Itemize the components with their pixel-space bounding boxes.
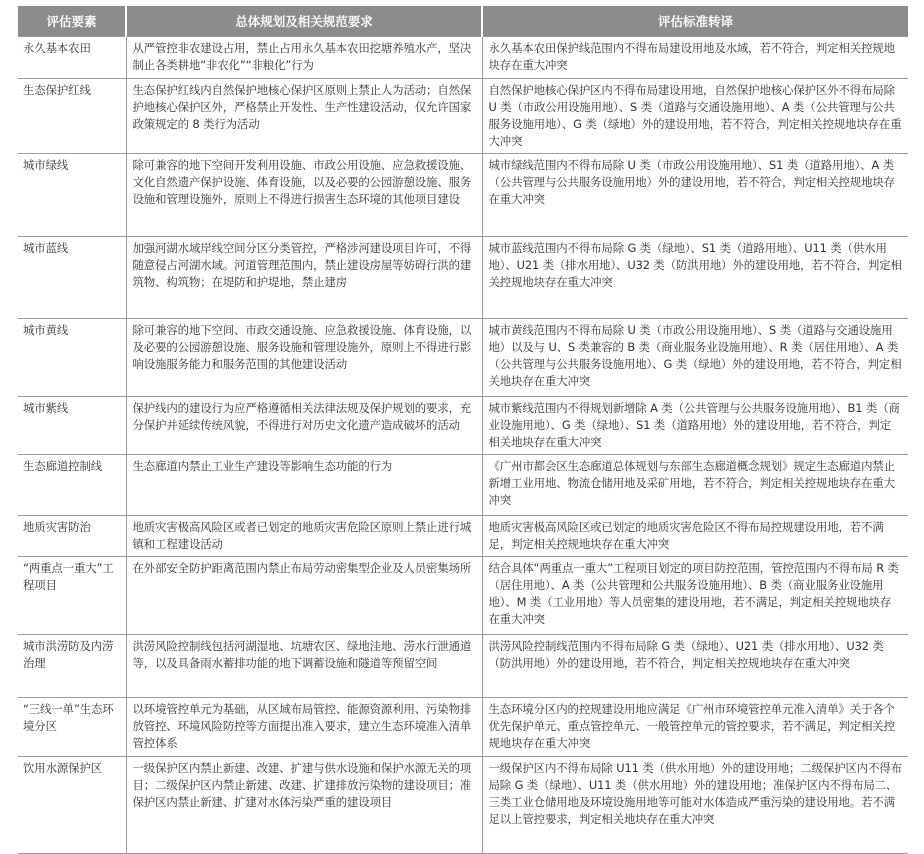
table-row [18,37,908,79]
table-row [18,557,908,635]
header-element: 评估要素 [18,6,126,37]
table-row [18,516,908,557]
cell-requirement: 除可兼容的地下空间开发利用设施、市政公用设施、应急救援设施、文化自然遗产保护设施、体育设施，以及必要的公园游憩设施、服务设施和管理设施外，原则上不得进行损害生态环境的其他项目建设 [126,154,482,237]
cell-element: 饮用水源保护区 [18,757,126,854]
cell-requirement: 加强河湖水域岸线空间分区分类管控，严格涉河建设项目许可，不得随意侵占河湖水域。河道管理范围内，禁止建设房屋等妨碍行洪的建筑物、构筑物；在堤防和护堤地，禁止建房 [126,237,482,319]
table-body [18,37,908,854]
cell-requirement: 在外部安全防护距离范围内禁止布局劳动密集型企业及人员密集场所 [126,557,482,635]
cell-standard: 城市绿线范围内不得布局除 U 类（市政公用设施用地）、S1 类（道路用地）、A 类（公共管理与公共服务设施用地）外的建设用地，若不符合，判定相关控规地块存在重大冲突 [482,154,908,237]
table-row [18,635,908,698]
cell-element: “三线一单”生态环境分区 [18,698,126,757]
table-row [18,237,908,319]
cell-requirement: 一级保护区内禁止新建、改建、扩建与供水设施和保护水源无关的项目；二级保护区内禁止新建、改建、扩建排放污染物的建设项目；准保护区内禁止新建、扩建对水体污染严重的建设项目 [126,757,482,854]
cell-standard: 生态环境分区内的控规建设用地应满足《广州市环境管控单元准入清单》关于各个优先保护单元、重点管控单元、一般管控单元的管控要求，若不满足，判定相关控规地块存在重大冲突 [482,698,908,757]
cell-element: 生态保护红线 [18,79,126,154]
header-row [18,6,908,37]
cell-standard: 城市黄线范围内不得布局除 U 类（市政公用设施用地）、S 类（道路与交通设施用地）以及与 U、S 类兼容的 B 类（商业服务业设施用地）、R 类（居住用地）、A 类（公共管理与公共服务设施用地）、G 类（绿地）外的建设用地，若不符合，判定相关地块存在重大冲突 [482,319,908,397]
evaluation-table [18,6,908,854]
cell-element: 城市黄线 [18,319,126,397]
cell-standard: 自然保护地核心保护区内不得布局建设用地，自然保护地核心保护区外不得布局除 U 类（市政公用设施用地）、S 类（道路与交通设施用地）、A 类（公共管理与公共服务设施用地）、G 类（绿地）外的建设用地，若不符合，判定相关控规地块存在重大冲突 [482,79,908,154]
cell-standard: 洪涝风险控制线范围内不得布局除 G 类（绿地）、U21 类（排水用地）、U32 类（防洪用地）外的建设用地，若不符合，判定相关控规地块存在重大冲突 [482,635,908,698]
header-standard: 评估标准转译 [482,6,908,37]
cell-element: 城市绿线 [18,154,126,237]
cell-element: 地质灾害防治 [18,516,126,557]
cell-standard: 城市紫线范围内不得规划新增除 A 类（公共管理与公共服务设施用地）、B1 类（商业设施用地）、G 类（绿地）、S1 类（道路用地）外的建设用地，若不符合，判定相关地块存在重大冲突 [482,397,908,455]
header-requirement: 总体规划及相关规范要求 [126,6,482,37]
cell-standard: 结合具体“两重点一重大”工程项目划定的项目防控范围，管控范围内不得布局 R 类（居住用地）、A 类（公共管理和公共服务设施用地）、B 类（商业服务业设施用地）、M 类（工业用地）等人员密集的建设用地，若不满足，判定相关控规地块存在重大冲突 [482,557,908,635]
cell-element: 城市紫线 [18,397,126,455]
cell-requirement: 生态廊道内禁止工业生产建设等影响生态功能的行为 [126,455,482,516]
cell-element: 生态廊道控制线 [18,455,126,516]
cell-element: “两重点一重大”工程项目 [18,557,126,635]
cell-requirement: 保护线内的建设行为应严格遵循相关法律法规及保护规划的要求，充分保护并延续传统风貌，不得进行对历史文化遗产造成破坏的活动 [126,397,482,455]
table-row [18,757,908,854]
table-row [18,397,908,455]
cell-standard: 地质灾害极高风险区或已划定的地质灾害危险区不得布局控规建设用地，若不满足，判定相关控规地块存在重大冲突 [482,516,908,557]
table-row [18,79,908,154]
cell-requirement: 除可兼容的地下空间、市政交通设施、应急救援设施、体育设施，以及必要的公园游憩设施、服务设施和管理设施外，原则上不得进行影响设施服务能力和服务范围的其他建设活动 [126,319,482,397]
table-row [18,154,908,237]
table-header [18,6,908,37]
cell-requirement: 从严管控非农建设占用，禁止占用永久基本农田挖塘养殖水产，坚决制止各类耕地“非农化”“非粮化”行为 [126,37,482,79]
cell-standard: 永久基本农田保护线范围内不得布局建设用地及水域，若不符合，判定相关控规地块存在重大冲突 [482,37,908,79]
cell-standard: 一级保护区内不得布局除 U11 类（供水用地）外的建设用地；二级保护区内不得布局除 G 类（绿地）、U11 类（供水用地）外的建设用地；准保护区内不得布局二、三类工业仓储用地及环境设施用地等可能对水体造成严重污染的建设用地。若不满足以上管控要求，判定相关地块存在重大冲突 [482,757,908,854]
cell-requirement: 洪涝风险控制线包括河湖湿地、坑塘农区、绿地洼地、涝水行泄通道等，以及具备雨水蓄排功能的地下调蓄设施和隧道等预留空间 [126,635,482,698]
cell-requirement: 生态保护红线内自然保护地核心保护区原则上禁止人为活动；自然保护地核心保护区外，严格禁止开发性、生产性建设活动，仅允许国家政策规定的 8 类行为活动 [126,79,482,154]
cell-standard: 《广州市都会区生态廊道总体规划与东部生态廊道概念规划》规定生态廊道内禁止新增工业用地、物流仓储用地及采矿用地，若不符合，判定相关控规地块存在重大冲突 [482,455,908,516]
cell-element: 城市蓝线 [18,237,126,319]
cell-requirement: 地质灾害极高风险区或者已划定的地质灾害危险区原则上禁止进行城镇和工程建设活动 [126,516,482,557]
cell-requirement: 以环境管控单元为基础，从区域布局管控、能源资源利用、污染物排放管控、环境风险防控等方面提出准入要求，建立生态环境准入清单管控体系 [126,698,482,757]
document-page [18,6,908,854]
table-row [18,455,908,516]
cell-element: 城市洪涝防及内涝治理 [18,635,126,698]
table-row [18,319,908,397]
table-row [18,698,908,757]
cell-standard: 城市蓝线范围内不得布局除 G 类（绿地）、S1 类（道路用地）、U11 类（供水用地）、U21 类（排水用地）、U32 类（防洪用地）外的建设用地，若不符合，判定相关控规地块存在重大冲突 [482,237,908,319]
cell-element: 永久基本农田 [18,37,126,79]
